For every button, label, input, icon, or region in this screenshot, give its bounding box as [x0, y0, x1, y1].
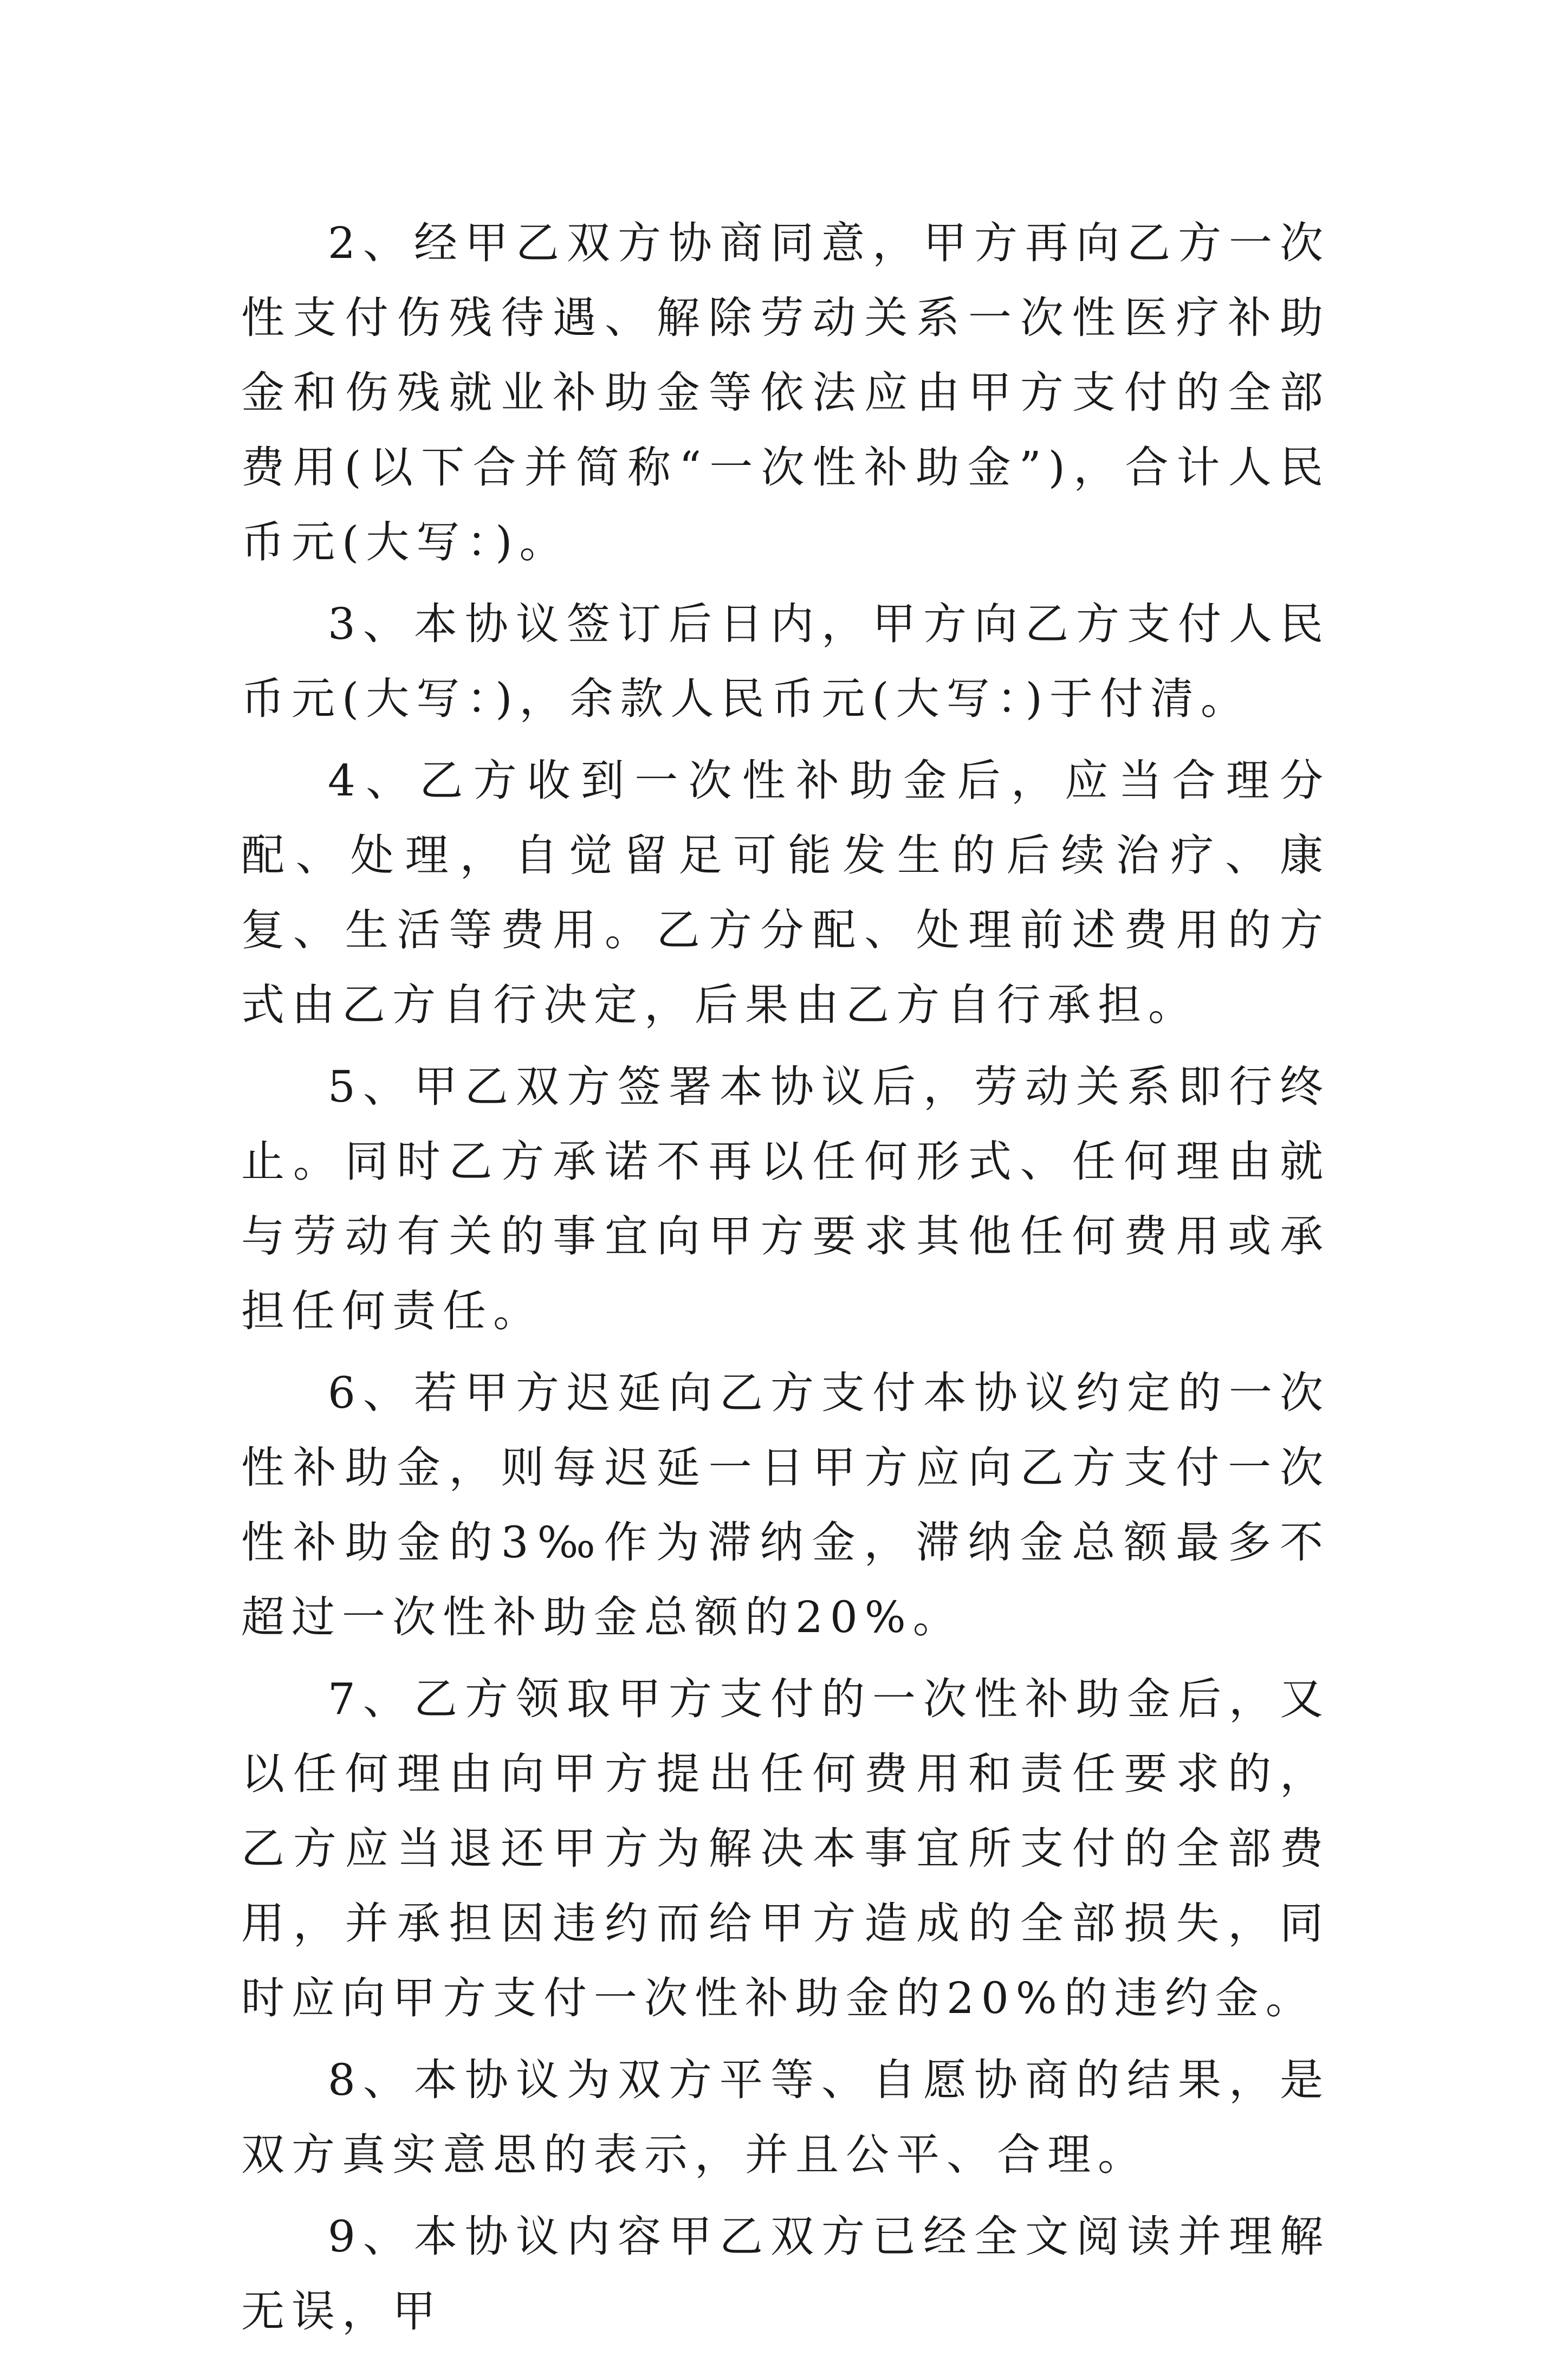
clause-6: 6、若甲方迟延向乙方支付本协议约定的一次性补助金，则每迟延一日甲方应向乙方支付一次性补助金的3‰作为滞纳金，滞纳金总额最多不超过一次性补助金总额的20%。	[241, 1368, 1330, 1642]
clause-4: 4、乙方收到一次性补助金后，应当合理分配、处理，自觉留足可能发生的后续治疗、康复、生活等费用。乙方分配、处理前述费用的方式由乙方自行决定，后果由乙方自行承担。	[241, 755, 1330, 1030]
agreement-body	[241, 206, 1330, 2356]
clause-8: 8、本协议为双方平等、自愿协商的结果，是双方真实意思的表示，并且公平、合理。	[241, 2055, 1330, 2180]
clause-5: 5、甲乙双方签署本协议后，劳动关系即行终止。同时乙方承诺不再以任何形式、任何理由就与劳动有关的事宜向甲方要求其他任何费用或承担任何责任。	[241, 1062, 1330, 1336]
clause-9: 9、本协议内容甲乙双方已经全文阅读并理解无误，甲	[241, 2211, 1330, 2336]
clause-3: 3、本协议签订后日内，甲方向乙方支付人民币元(大写：)，余款人民币元(大写：)于付清。	[241, 599, 1330, 724]
clause-7: 7、乙方领取甲方支付的一次性补助金后，又以任何理由向甲方提出任何费用和责任要求的，乙方应当退还甲方为解决本事宜所支付的全部费用，并承担因违约而给甲方造成的全部损失，同时应向甲方支付一次性补助金的20%的违约金。	[241, 1674, 1330, 2023]
clause-2: 2、经甲乙双方协商同意，甲方再向乙方一次性支付伤残待遇、解除劳动关系一次性医疗补助金和伤残就业补助金等依法应由甲方支付的全部费用(以下合并简称“一次性补助金”)，合计人民币元(大写：)。	[241, 218, 1330, 567]
